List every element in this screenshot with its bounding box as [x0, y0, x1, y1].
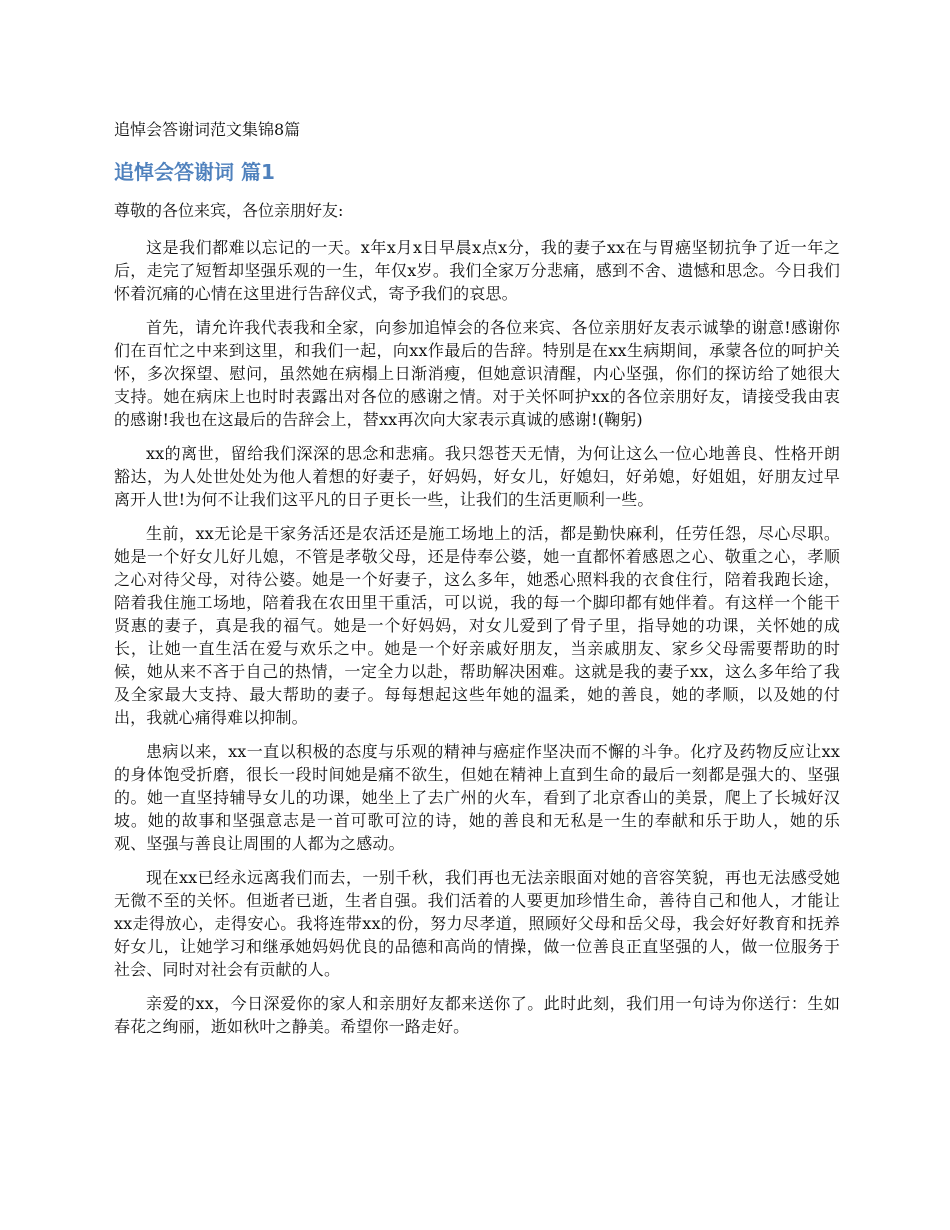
paragraph-1: 这是我们都难以忘记的一天。x年x月x日早晨x点x分，我的妻子xx在与胃癌坚韧抗争了近一年之后，走完了短暂却坚强乐观的一生，年仅x岁。我们全家万分悲痛，感到不舍、遗憾和思念。今日我们怀着沉痛的心情在这里进行告辞仪式，寄予我们的哀思。	[114, 238, 840, 303]
paragraph-6: 现在xx已经永远离我们而去，一别千秋，我们再也无法亲眼面对她的音容笑貌，再也无法感受她无微不至的关怀。但逝者已逝，生者自强。我们活着的人要更加珍惜生命，善待自己和他人，才能让xx走得放心，走得安心。我将连带xx的份，努力尽孝道，照顾好父母和岳父母，我会好好教育和抚养好女儿，让她学习和继承她妈妈优良的品德和高尚的情操，做一位善良正直坚强的人，做一位服务于社会、同时对社会有贡献的人。	[114, 868, 840, 979]
document-page	[114, 118, 840, 1049]
paragraph-3: xx的离世，留给我们深深的思念和悲痛。我只怨苍天无情，为何让这么一位心地善良、性格开朗豁达，为人处世处处为他人着想的好妻子，好妈妈，好女儿，好媳妇，好弟媳，好姐姐，好朋友过早离开人世!为何不让我们这平凡的日子更长一些，让我们的生活更顺利一些。	[114, 444, 840, 509]
paragraph-7: 亲爱的xx，今日深爱你的家人和亲朋好友都来送你了。此时此刻，我们用一句诗为你送行：生如春花之绚丽，逝如秋叶之静美。希望你一路走好。	[114, 994, 840, 1036]
document-title: 追悼会答谢词范文集锦8篇	[114, 120, 301, 139]
section-heading: 追悼会答谢词 篇1	[114, 160, 275, 184]
paragraph-2: 首先，请允许我代表我和全家，向参加追悼会的各位来宾、各位亲朋好友表示诚挚的谢意!感谢你们在百忙之中来到这里，和我们一起，向xx作最后的告辞。特别是在xx生病期间，承蒙各位的呵护关怀，多次探望、慰问，虽然她在病榻上日渐消瘦，但她意识清醒，内心坚强，你们的探访给了她很大支持。她在病床上也时时表露出对各位的感谢之情。对于关怀呵护xx的各位亲朋好友，请接受我由衷的感谢!我也在这最后的告辞会上，替xx再次向大家表示真诚的感谢!(鞠躬)	[114, 318, 840, 429]
paragraph-5: 患病以来，xx一直以积极的态度与乐观的精神与癌症作坚决而不懈的斗争。化疗及药物反应让xx的身体饱受折磨，很长一段时间她是痛不欲生，但她在精神上直到生命的最后一刻都是强大的、坚强的。她一直坚持辅导女儿的功课，她坐上了去广州的火车，看到了北京香山的美景，爬上了长城好汉坡。她的故事和坚强意志是一首可歌可泣的诗，她的善良和无私是一生的奉献和乐于助人，她的乐观、坚强与善良让周围的人都为之感动。	[114, 742, 840, 853]
paragraph-4: 生前，xx无论是干家务活还是农活还是施工场地上的活，都是勤快麻利，任劳任怨，尽心尽职。她是一个好女儿好儿媳，不管是孝敬父母，还是侍奉公婆，她一直都怀着感恩之心、敬重之心，孝顺之心对待父母，对待公婆。她是一个好妻子，这么多年，她悉心照料我的衣食住行，陪着我跑长途，陪着我住施工场地，陪着我在农田里干重活，可以说，我的每一个脚印都有她伴着。有这样一个能干贤惠的妻子，真是我的福气。她是一个好妈妈，对女儿爱到了骨子里，指导她的功课，关怀她的成长，让她一直生活在爱与欢乐之中。她是一个好亲戚好朋友，当亲戚朋友、家乡父母需要帮助的时候，她从来不吝于自己的热情，一定全力以赴，帮助解决困难。这就是我的妻子xx，这么多年给了我及全家最大支持、最大帮助的妻子。每每想起这些年她的温柔，她的善良，她的孝顺，以及她的付出，我就心痛得难以抑制。	[114, 524, 840, 727]
salutation: 尊敬的各位来宾，各位亲朋好友:	[114, 201, 344, 220]
